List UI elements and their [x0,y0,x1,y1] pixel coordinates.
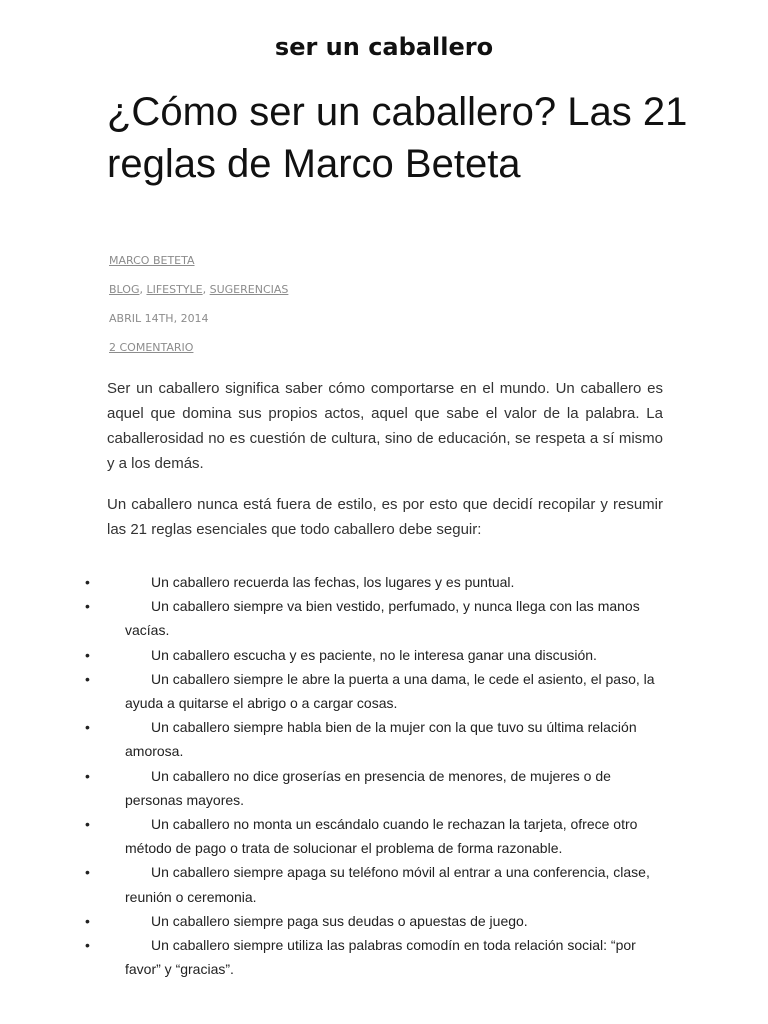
bullet-icon: • [85,574,90,590]
bullet-icon: • [85,937,90,954]
category-separator: , [139,283,147,296]
rule-text: Un caballero siempre habla bien de la mujer con la que tuvo su última relación amorosa. [125,719,637,760]
intro-paragraph: Ser un caballero significa saber cómo comportarse en el mundo. Un caballero es aquel que domina sus propios actos, aquel que sabe el valor de la palabra. La caballerosidad no es cuestión de cultura, sino de educación, se respeta a sí mismo y a los demás. [107,380,663,472]
bullet-icon: • [85,719,90,736]
rule-text: Un caballero escucha y es paciente, no le interesa ganar una discusión. [151,646,597,663]
category-link-sugerencias[interactable]: SUGERENCIAS [209,283,289,296]
list-item [85,933,663,981]
list-item [85,667,663,715]
author-link[interactable]: MARCO BETETA [109,254,195,267]
author-line [109,250,669,279]
bullet-icon: • [85,816,90,833]
list-item [85,812,663,860]
rule-text: Un caballero recuerda las fechas, los lugares y es puntual. [151,574,515,590]
categories-line [109,279,669,308]
rule-text: Un caballero siempre apaga su teléfono móvil al entrar a una conferencia, clase, reunión o ceremonia. [125,864,650,905]
list-item [85,860,663,908]
rules-list [85,570,663,981]
bullet-icon: • [85,912,90,929]
bullet-icon: • [85,670,90,687]
bullet-icon: • [85,598,90,615]
bullet-icon: • [85,864,90,881]
category-link-lifestyle[interactable]: LIFESTYLE [146,283,203,296]
list-item [85,764,663,812]
bullet-icon: • [85,646,90,663]
rule-text: Un caballero no dice groserías en presencia de menores, de mujeres o de personas mayores. [125,767,611,808]
rule-text: Un caballero siempre va bien vestido, perfumado, y nunca llega con las manos vacías. [125,598,640,639]
list-item [85,715,663,763]
comments-link[interactable]: 2 COMENTARIO [109,341,194,354]
list-item [85,643,663,667]
rule-text: Un caballero siempre utiliza las palabras comodín en toda relación social: “por favor” y “gracias”. [125,937,636,978]
category-separator: , [202,283,210,296]
lead-paragraph: Un caballero nunca está fuera de estilo, es por esto que decidí recopilar y resumir las 21 reglas esenciales que todo caballero debe seguir: [107,496,663,538]
comments-line [109,337,669,366]
rule-text: Un caballero no monta un escándalo cuando le rechazan la tarjeta, ofrece otro método de pago o trata de solucionar el problema de forma razonable. [125,816,638,857]
post-date: ABRIL 14TH, 2014 [109,312,209,325]
list-item [85,909,663,933]
rule-text: Un caballero siempre le abre la puerta a una dama, le cede el asiento, el paso, la ayuda a quitarse el abrigo o a cargar cosas. [125,670,655,712]
date-line [109,308,669,337]
rule-text: Un caballero siempre paga sus deudas o apuestas de juego. [151,912,528,929]
list-item [85,594,663,642]
document-title: ser un caballero [274,33,494,61]
article-headline: ¿Cómo ser un caballero? Las 21 reglas de Marco Beteta [107,90,688,186]
post-meta [109,250,669,366]
list-item [85,570,663,594]
category-link-blog[interactable]: BLOG [109,283,140,296]
article-content [85,376,663,981]
bullet-icon: • [85,767,90,784]
